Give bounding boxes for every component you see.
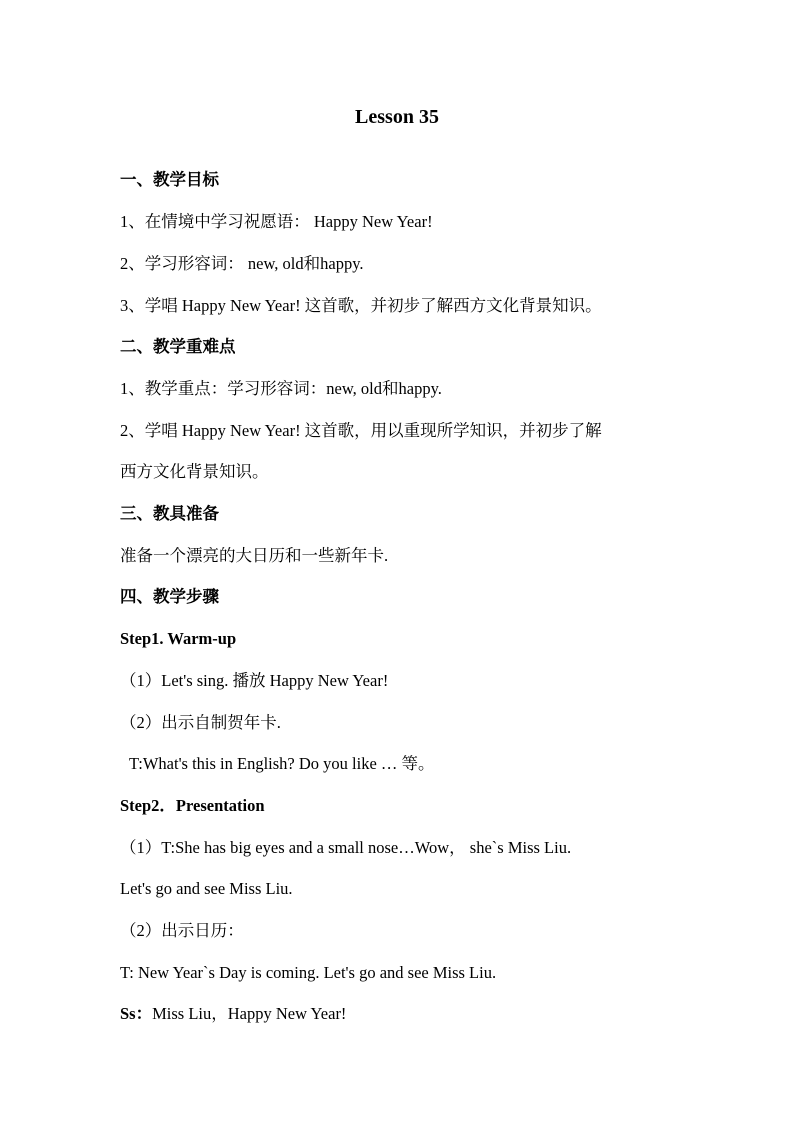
section-heading-materials: 三、教具准备 bbox=[120, 504, 219, 523]
step1-item-1: （1）Let's sing. 播放 Happy New Year! bbox=[120, 671, 389, 690]
section-heading-objectives: 一、教学目标 bbox=[120, 170, 219, 189]
step1-heading: Step1. Warm-up bbox=[120, 629, 237, 648]
objective-item-1: 1、在情境中学习祝愿语： Happy New Year! bbox=[120, 212, 433, 231]
step2-item-1-continued: Let's go and see Miss Liu. bbox=[120, 879, 293, 898]
students-line-text: Miss Liu，Happy New Year! bbox=[152, 1004, 347, 1023]
page-title: Lesson 35 bbox=[355, 106, 439, 128]
step1-item-3: T:What's this in English? Do you like … 等。 bbox=[129, 754, 435, 773]
key-point-item-2: 2、学唱 Happy New Year! 这首歌，用以重现所学知识，并初步了解 bbox=[120, 421, 602, 440]
materials-item-1: 准备一个漂亮的大日历和一些新年卡. bbox=[120, 546, 389, 565]
section-heading-steps: 四、教学步骤 bbox=[120, 587, 219, 606]
objective-item-2: 2、学习形容词： new, old和happy. bbox=[120, 254, 364, 273]
section-heading-key-points: 二、教学重难点 bbox=[120, 337, 236, 356]
key-point-item-1: 1、教学重点：学习形容词：new, old和happy. bbox=[120, 379, 442, 398]
objective-item-3: 3、学唱 Happy New Year! 这首歌，并初步了解西方文化背景知识。 bbox=[120, 296, 602, 315]
step2-heading: Step2．Presentation bbox=[120, 796, 265, 815]
step2-item-2-students-line bbox=[120, 1003, 346, 1025]
step2-item-2-teacher-line: T: New Year`s Day is coming. Let's go and see Miss Liu. bbox=[120, 963, 497, 982]
step2-item-2: （2）出示日历： bbox=[120, 921, 244, 940]
step1-item-2: （2）出示自制贺年卡. bbox=[120, 713, 281, 732]
step2-item-1: （1）T:She has big eyes and a small nose…Wow， she`s Miss Liu. bbox=[120, 838, 572, 857]
students-speaker-label: Ss： bbox=[120, 1004, 153, 1023]
key-point-item-2-continued: 西方文化背景知识。 bbox=[120, 462, 269, 481]
